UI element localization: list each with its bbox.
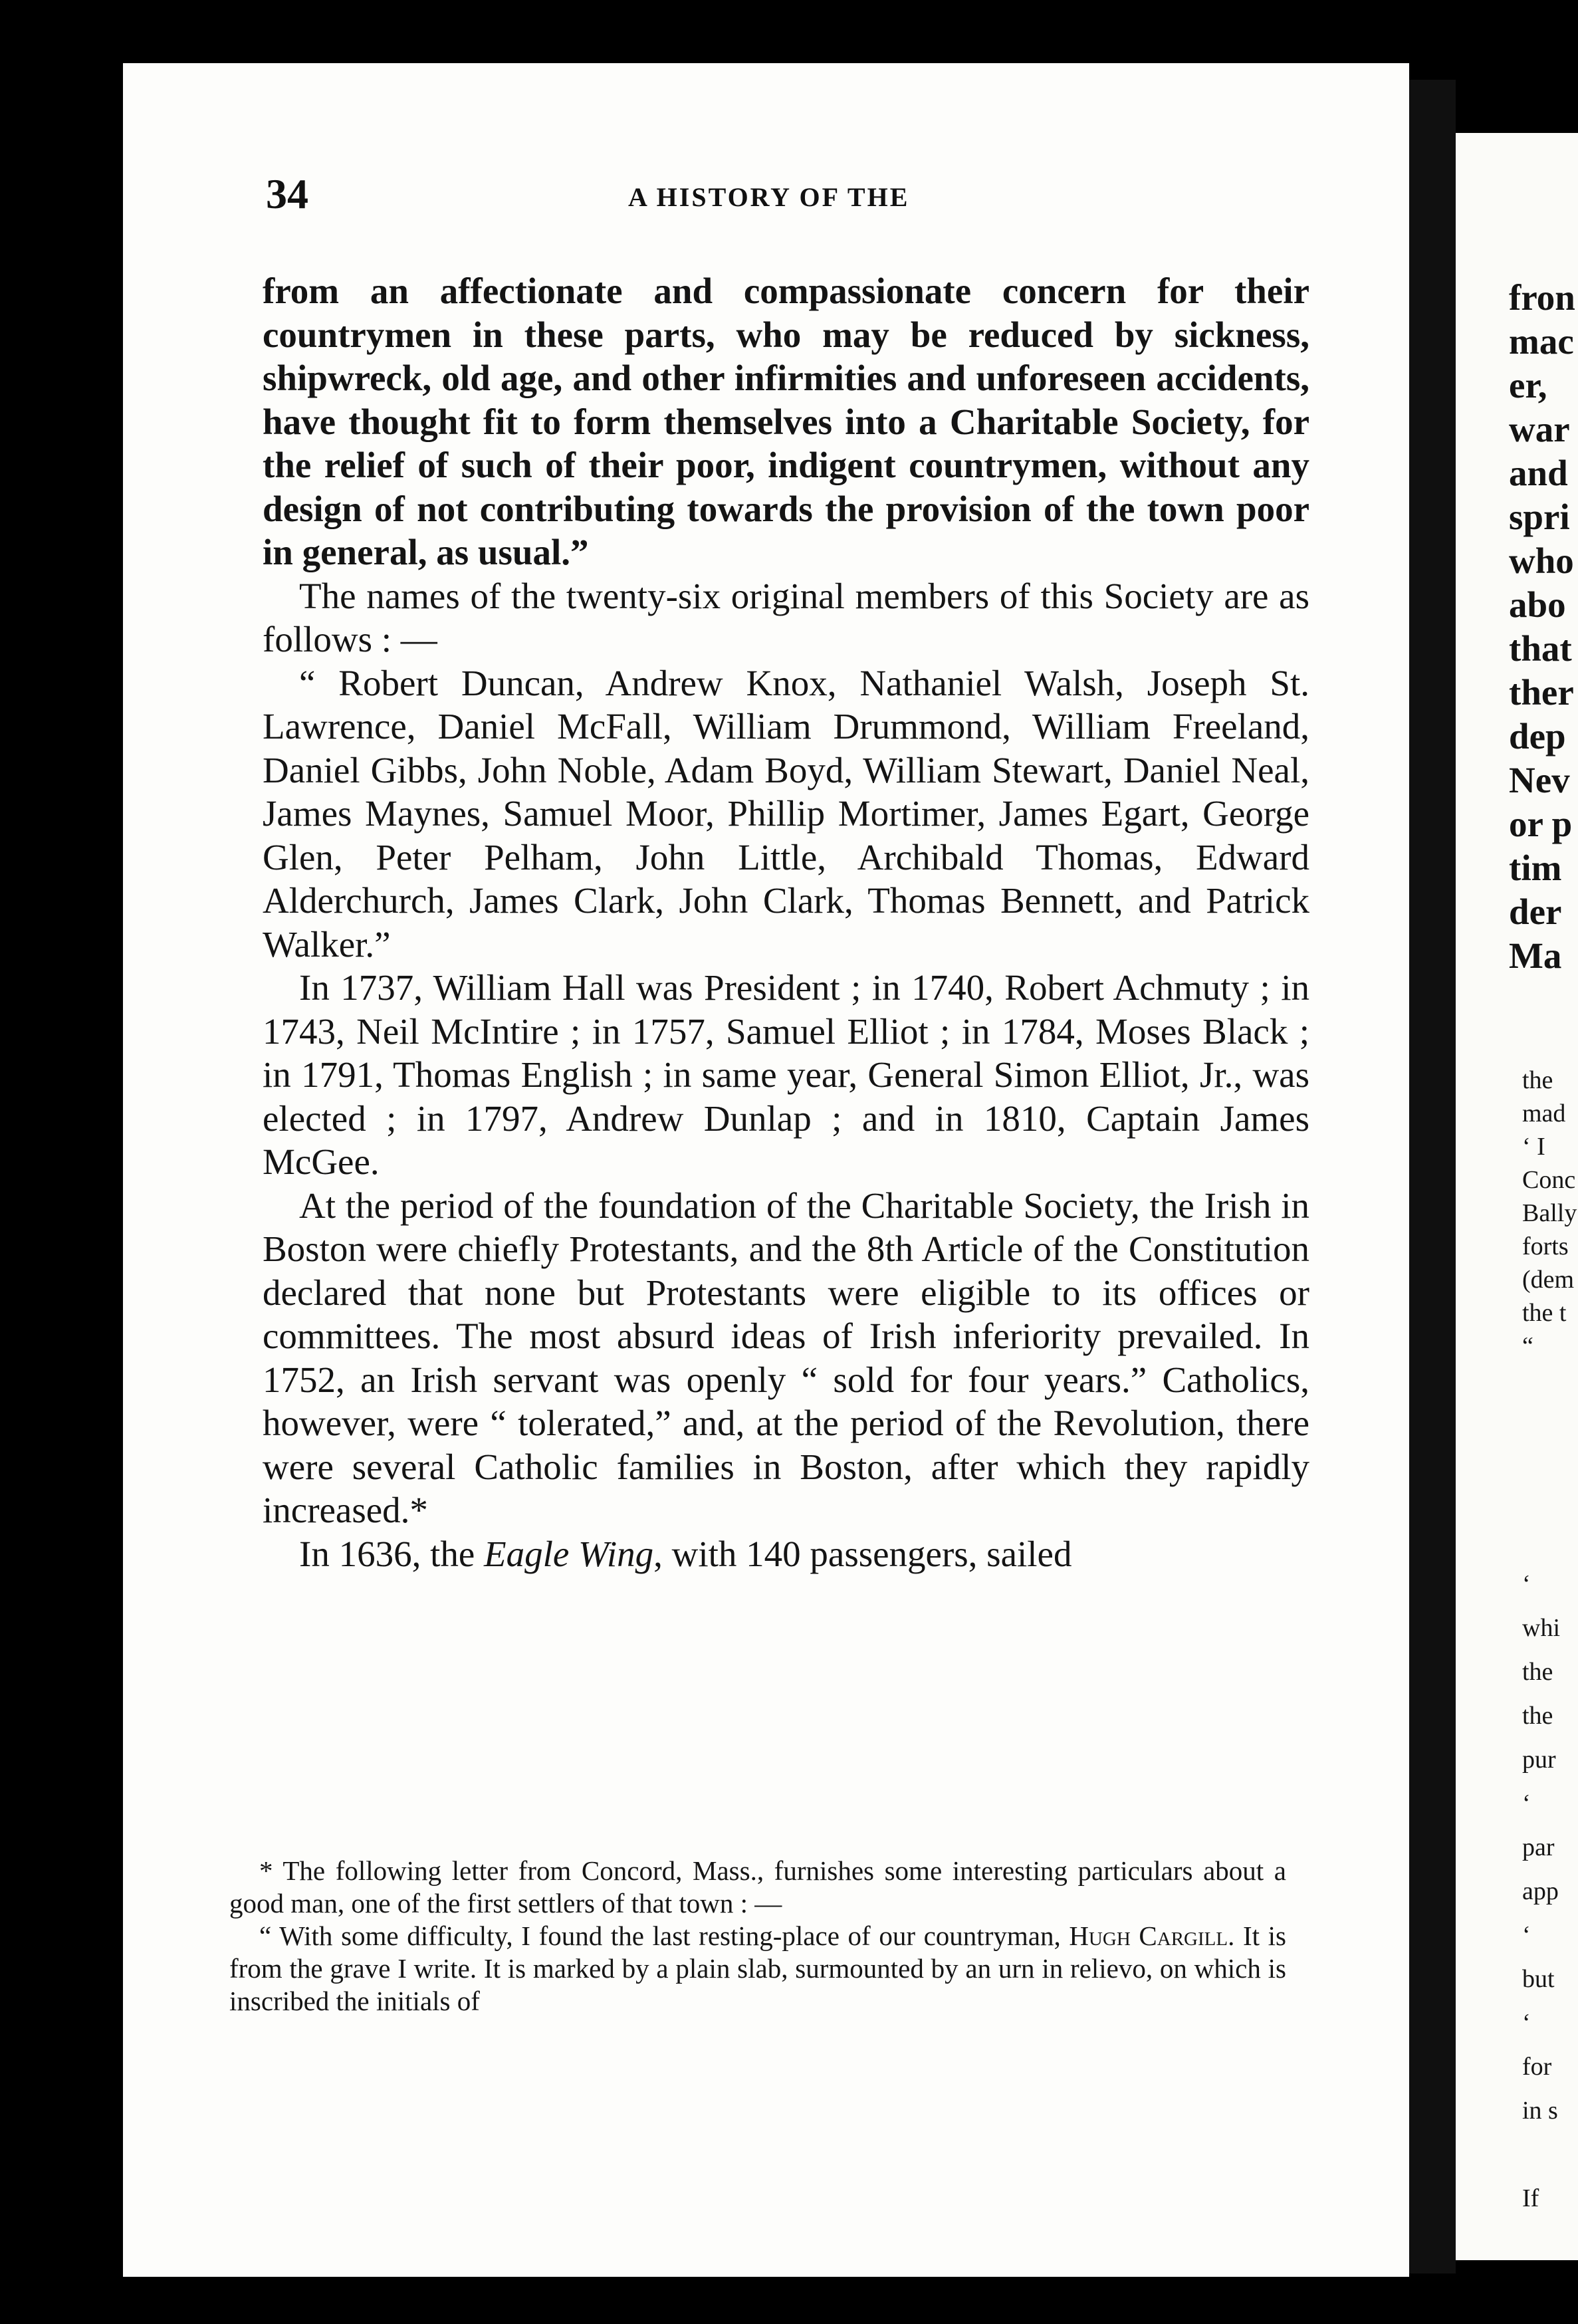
- facing-foot-line: [1522, 2133, 1560, 2176]
- footnote: [229, 1920, 1286, 2018]
- facing-foot-line: pur: [1522, 1746, 1556, 1774]
- paragraph: [263, 1532, 1309, 1576]
- person-name: Hugh Cargill: [1069, 1920, 1228, 1951]
- facing-foot-line: par: [1522, 1833, 1555, 1861]
- facing-foot-line: Bally: [1522, 1199, 1577, 1227]
- facing-page-text: [1509, 276, 1575, 978]
- facing-line: Nev: [1509, 760, 1570, 800]
- facing-line: war: [1509, 409, 1570, 449]
- page-number: 34: [266, 170, 308, 217]
- facing-page-footnote-lower: [1522, 1562, 1560, 2220]
- facing-page-footnote: [1522, 1064, 1577, 1363]
- facing-line: der: [1509, 891, 1562, 932]
- facing-line: or p: [1509, 804, 1573, 844]
- facing-foot-line: mad: [1522, 1100, 1566, 1127]
- facing-foot-line: (dem: [1522, 1266, 1575, 1294]
- facing-foot-line: whi: [1522, 1614, 1560, 1642]
- running-title: A HISTORY OF THE: [628, 182, 910, 212]
- facing-foot-line: ‘: [1522, 2009, 1531, 2037]
- facing-foot-line: the: [1522, 1702, 1553, 1730]
- footnote-text: “ With some difficulty, I found the last resting-place of our countryman,: [259, 1920, 1070, 1951]
- paragraph-text: In 1636, the: [299, 1533, 485, 1574]
- paragraph: “ Robert Duncan, Andrew Knox, Nathaniel Walsh, Joseph St. Lawrence, Daniel McFall, William Drummond, William Freeland, Daniel Gibbs, John Noble, Adam Boyd, William Stewart, Daniel Neal, James Maynes, Samuel Moor, Phillip Mortimer, James Egart, George Glen, Peter Pelham, John Little, Archibald Thomas, Edward Alderchurch, James Clark, John Clark, Thomas Bennett, and Patrick Walker.”: [263, 662, 1309, 965]
- facing-foot-line: the t: [1522, 1299, 1567, 1327]
- facing-line: ther: [1509, 672, 1574, 713]
- facing-foot-line: ‘: [1522, 1921, 1531, 1949]
- facing-foot-line: If: [1522, 2184, 1539, 2212]
- facing-foot-line: the: [1522, 1658, 1553, 1686]
- facing-line: tim: [1509, 848, 1562, 888]
- facing-foot-line: Conc: [1522, 1166, 1576, 1194]
- facing-foot-line: forts: [1522, 1232, 1569, 1260]
- facing-foot-line: in s: [1522, 2097, 1558, 2125]
- facing-line: Ma: [1509, 935, 1562, 976]
- paragraph: At the period of the foundation of the Charitable Society, the Irish in Boston were chiefly Protestants, and the 8th Article of the Constitution declared that none but Protestants were eligible to its offices or committees. The most absurd ideas of Irish inferiority prevailed. In 1752, an Irish servant was openly “ sold for four years.” Catholics, however, were “ tolerated,” and, at the period of the Revolution, there were several Catholic families in Boston, after which they rapidly increased.*: [263, 1185, 1309, 1530]
- facing-foot-line: ‘: [1522, 1790, 1531, 1817]
- facing-foot-line: “: [1522, 1332, 1533, 1360]
- facing-line: and: [1509, 453, 1568, 493]
- footnotes: [229, 1855, 1286, 2018]
- facing-foot-line: the: [1522, 1066, 1553, 1094]
- facing-line: spri: [1509, 497, 1570, 537]
- facing-foot-line: for: [1522, 2053, 1552, 2081]
- facing-line: who: [1509, 540, 1574, 581]
- ship-name: Eagle Wing: [484, 1533, 654, 1574]
- book-gutter: [1409, 80, 1456, 2273]
- paragraph: In 1737, William Hall was President ; in 1740, Robert Achmuty ; in 1743, Neil McIntire ; in 1757, Samuel Elliot ; in 1784, Moses Black ; in 1791, Thomas English ; in same year, General Simon Elliot, Jr., was elected ; in 1797, Andrew Dunlap ; and in 1810, Captain James McGee.: [263, 967, 1309, 1182]
- facing-line: er,: [1509, 365, 1547, 406]
- facing-line: abo: [1509, 584, 1566, 625]
- facing-line: that: [1509, 628, 1572, 669]
- facing-foot-line: ‘ I: [1522, 1133, 1545, 1161]
- facing-page: [1456, 133, 1578, 2260]
- running-head: [266, 170, 1329, 223]
- facing-foot-line: ‘: [1522, 1570, 1531, 1598]
- facing-foot-line: but: [1522, 1965, 1555, 1993]
- facing-line: dep: [1509, 716, 1566, 756]
- body-text: [263, 269, 1309, 1575]
- paragraph: The names of the twenty-six original members of this Society are as follows : —: [263, 575, 1309, 659]
- facing-line: fron: [1509, 277, 1575, 318]
- footnote: * The following letter from Concord, Mass., furnishes some interesting particulars about a good man, one of the first settlers of that town : —: [229, 1855, 1286, 1918]
- paragraph: from an affectionate and compassionate concern for their countrymen in these parts, who may be reduced by sickness, shipwreck, old age, and other infirmities and unforeseen accidents, have thought fit to form themselves into a Charitable Society, for the relief of such of their poor, indigent countrymen, without any design of not contributing towards the provision of the town poor in general, as usual.”: [263, 271, 1309, 572]
- facing-line: mac: [1509, 321, 1574, 362]
- facing-foot-line: app: [1522, 1877, 1559, 1905]
- paragraph-text: , with 140 passengers, sailed: [653, 1533, 1072, 1574]
- footnote-text: . It is from the grave I write. It is marked by a plain slab, surmounted by an urn in relievo, on which is inscribed the initials of: [229, 1920, 1286, 2016]
